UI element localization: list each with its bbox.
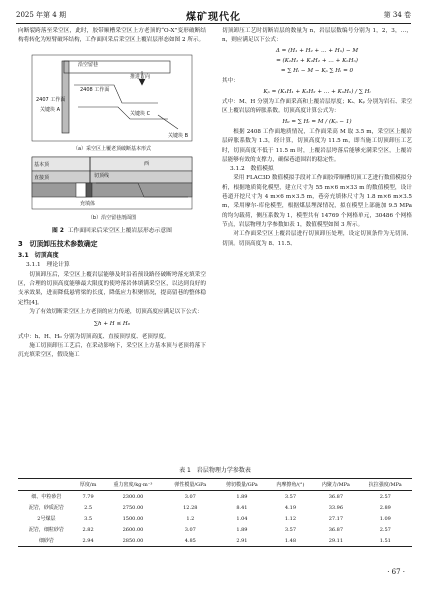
column-header: 内聚力/MPa	[321, 482, 350, 488]
table-cell: 3.57	[284, 493, 297, 500]
table-cell: 33.96	[328, 504, 344, 511]
equation: Kₚ = (K₁H₁ + K₂H₂ + … + KₙHₙ) / ∑ Hᵢ	[263, 88, 371, 95]
paragraph: 其中：	[222, 78, 239, 85]
table-cell: 2300.00	[122, 493, 144, 500]
table-cell: 2600.00	[122, 526, 144, 533]
table-cell: 1.48	[284, 537, 297, 544]
label-goaf: 2407 工作面	[36, 96, 66, 103]
table-cell: 4.19	[284, 504, 297, 511]
table-row	[18, 513, 412, 524]
caption-a: （a）采空区上覆老顶破断基本形式	[72, 145, 152, 152]
subsubsection-heading: 3.1.1 理论计算	[26, 262, 70, 269]
paragraph: 根据 2408 工作面地质情况，工作面采高 M 取 3.5 m，采空区上覆岩层碎胀系数为 1.3，经计算，切顶高度为 11.5 m，即当施工切顶卸压工艺时，切顶高度不低于 11.5 m 时，上覆岩层垮落后能够充满采空区，上覆岩层能够有效的支撑力，确保巷道围岩的稳定性。	[222, 128, 412, 163]
roadway-opening	[76, 183, 86, 197]
left-column	[18, 27, 206, 360]
label-cut-line: 切顶线	[94, 172, 110, 179]
figure-title: 工作面回采后采空区上覆岩层形态示意图	[67, 227, 172, 234]
paragraph: 对工作面采空区上覆岩层进行切顶卸压处理，设定切顶条件为无切顶、切顶。切顶高度为 8、11.5、	[222, 231, 412, 247]
column-header	[18, 479, 75, 491]
label-key-a: 关键块 A	[40, 106, 61, 113]
table-cell: 2号煤层	[37, 516, 56, 522]
label-backfill: 充填体	[80, 200, 96, 207]
table-cell: 1.12	[284, 515, 297, 522]
table-cell: 36.87	[328, 526, 344, 533]
table-cell: 2.57	[379, 493, 391, 500]
issue-label: 2025 年第 4 期	[16, 11, 66, 19]
table-cell: 细、中粒砂岩	[31, 494, 62, 500]
table-cell: 1.89	[236, 493, 248, 500]
subsection-heading: 3.1 切顶高度	[18, 252, 59, 260]
table-cell: 3.07	[184, 526, 196, 533]
column-header: 重力密度/kg·m⁻³	[113, 482, 153, 488]
table-cell: 2.57	[379, 526, 391, 533]
table-cell: 1.04	[236, 515, 248, 522]
table-1	[18, 465, 412, 547]
table-cell: 3.07	[184, 493, 196, 500]
paragraph: 切顶卸压后，采空区上覆岩层能够及时沿着预设路径破断垮落充填采空区，合理的切顶高度能够最大限度的使垮落岩体填满采空区，以达到良好的支承效果，进而降低悬臂梁的长度，降低应力积聚情况，提高留巷的整体稳定性[4]。	[18, 271, 206, 306]
column-header: 弹性模量/GPa	[174, 482, 207, 488]
table-cell: 4.85	[184, 537, 196, 544]
label-immediate-roof: 直接顶	[34, 174, 50, 181]
figure-2-drawing	[18, 49, 206, 225]
table-cell: 细砂岩	[38, 538, 54, 544]
subsubsection-heading: 3.1.2 数值模拟	[230, 166, 274, 173]
rock-parameters-table	[18, 478, 412, 547]
column-header: 内摩擦角/(°)	[276, 482, 305, 488]
table-cell: 2.94	[82, 537, 94, 544]
paragraph: 式中：h、H、H₀ 分别为切顶高度、直接顶厚度、老顶厚度。	[18, 333, 170, 340]
table-cell: 泥岩，细粒砂岩	[28, 527, 64, 533]
table-cell: 7.79	[82, 493, 94, 500]
table-cell: 泥岩，砂质泥岩	[28, 505, 64, 511]
table-caption: 表 1 岩层物理力学参数表	[179, 467, 251, 474]
table-cell: 27.17	[328, 515, 344, 522]
figure-number: 图 2	[52, 227, 64, 234]
table-cell: 2.5	[84, 504, 93, 511]
paragraph: 采用 FLAC3D 数值模拟手段对工作面胶带顺槽切顶工艺进行数值模拟分析，根据地质简化模型，建立尺寸为 55 m×6 m×33 m 的数值模型，设计巷道开挖尺寸为 4 m×6 m×3.5 m，巷旁充填体尺寸为 1.8 m×6 m×3.5 m，采用摩尔-库伦模型，根据煤层埋深情况，拟在模型上部施加 9.5 MPa 的均匀载荷，侧压系数为 1，模型共有 14769 个网格单元，30486 个网格节点，岩层物理力学参数如表 1，数值模型如图 3 所示。	[222, 175, 412, 228]
table-cell: 12.28	[183, 504, 198, 511]
table-cell: 1.51	[379, 537, 391, 544]
table-cell: 1.89	[236, 526, 248, 533]
key-block-line	[78, 107, 168, 119]
table-row	[18, 491, 412, 503]
figure-2b	[32, 157, 192, 209]
paragraph: 切顶卸压工艺时切断岩层的数量为 n，岩层层数编号分别为 1，2，3，…，n，则应满足以下公式：	[222, 28, 412, 44]
table-header-row	[18, 479, 412, 491]
paragraph: 向断裂跨落至采空区，此时，胶带顺槽采空区上方老顶的“O-X”变形破断结构将转化为短臂破坏结构，工作面回采后采空区上覆岩层形态如图 2 所示。	[18, 28, 206, 44]
right-column	[222, 27, 412, 249]
journal-title: 煤矿现代化	[186, 12, 241, 23]
equation: = ∑ Hᵢ − M − Kₚ ∑ Hᵢ = 0	[280, 68, 354, 75]
section-heading: 3 切顶卸压技术参数确定	[18, 239, 98, 248]
label-basic-roof: 基本顶	[34, 161, 50, 168]
paragraph: 施工切顶卸压工艺后，在采动影响下，采空区上方基本顶与老顶将落下沉充填采空区，假设施工	[18, 342, 206, 359]
key-b-leader	[158, 115, 178, 129]
equation: H₀ = ∑ Hᵢ = M / (Kₚ − 1)	[282, 118, 352, 125]
table-cell: 2.91	[236, 537, 248, 544]
table-row	[18, 535, 412, 547]
equation: = (K₁H₁ + K₂H₂ + … + KₙHₙ)	[276, 57, 358, 64]
header-rule	[16, 23, 411, 24]
immediate-roof-layer	[32, 171, 192, 183]
label-west: 西	[144, 160, 150, 167]
caption-b: （b）沿空留巷剖面图	[87, 214, 137, 221]
column-header: 剪切模量/GPa	[225, 482, 258, 488]
equation: Δ = (H₁ + H₂ + … + Hₙ) − M	[275, 47, 359, 54]
paragraph: 为了有效切断采空区上方老顶的应力传递，切顶高度应满足以下公式：	[29, 308, 203, 315]
table-cell: 2850.00	[122, 537, 144, 544]
formula: ∑h + H ≤ H₀	[93, 321, 131, 328]
label-key-b: 关键块 B	[168, 132, 189, 139]
basic-roof-layer	[32, 157, 192, 171]
table-cell: 3.5	[84, 515, 93, 522]
column-header: 厚度/m	[79, 482, 97, 488]
figure-2	[18, 49, 206, 225]
paragraph: 式中：M、H 分别为工作面采高和上覆岩层厚度；Kᵢ、Kₚ 分别为岩石、采空区上覆岩层的碎胀系数。切顶高度计算公式为：	[222, 99, 412, 115]
label-key-c: 关键块 C	[130, 110, 151, 117]
seam-layer	[32, 183, 192, 197]
label-face: 2408 工作面	[80, 86, 110, 93]
table-row	[18, 502, 412, 513]
figure-caption	[18, 227, 206, 236]
table-row	[18, 524, 412, 535]
column-header: 抗拉强度/MPa	[368, 482, 402, 488]
table-cell: 1.09	[379, 515, 391, 522]
table-cell: 2.89	[379, 504, 391, 511]
table-cell: 3.57	[284, 526, 297, 533]
running-header	[16, 8, 411, 22]
table-cell: 8.41	[236, 504, 248, 511]
table-cell: 36.87	[328, 493, 344, 500]
table-cell: 1500.00	[122, 515, 144, 522]
table-cell: 29.11	[328, 537, 344, 544]
backfill-block	[86, 183, 92, 197]
label-roadway: 沿空留巷	[78, 61, 99, 68]
table-cell: 1.2	[186, 515, 195, 522]
volume-label: 第 34 卷	[383, 11, 411, 19]
table-cell: 2750.00	[122, 504, 144, 511]
table-cell: 2.82	[82, 526, 94, 533]
page-number: · 67 ·	[387, 568, 405, 576]
label-direction: 推进方向	[130, 73, 151, 80]
